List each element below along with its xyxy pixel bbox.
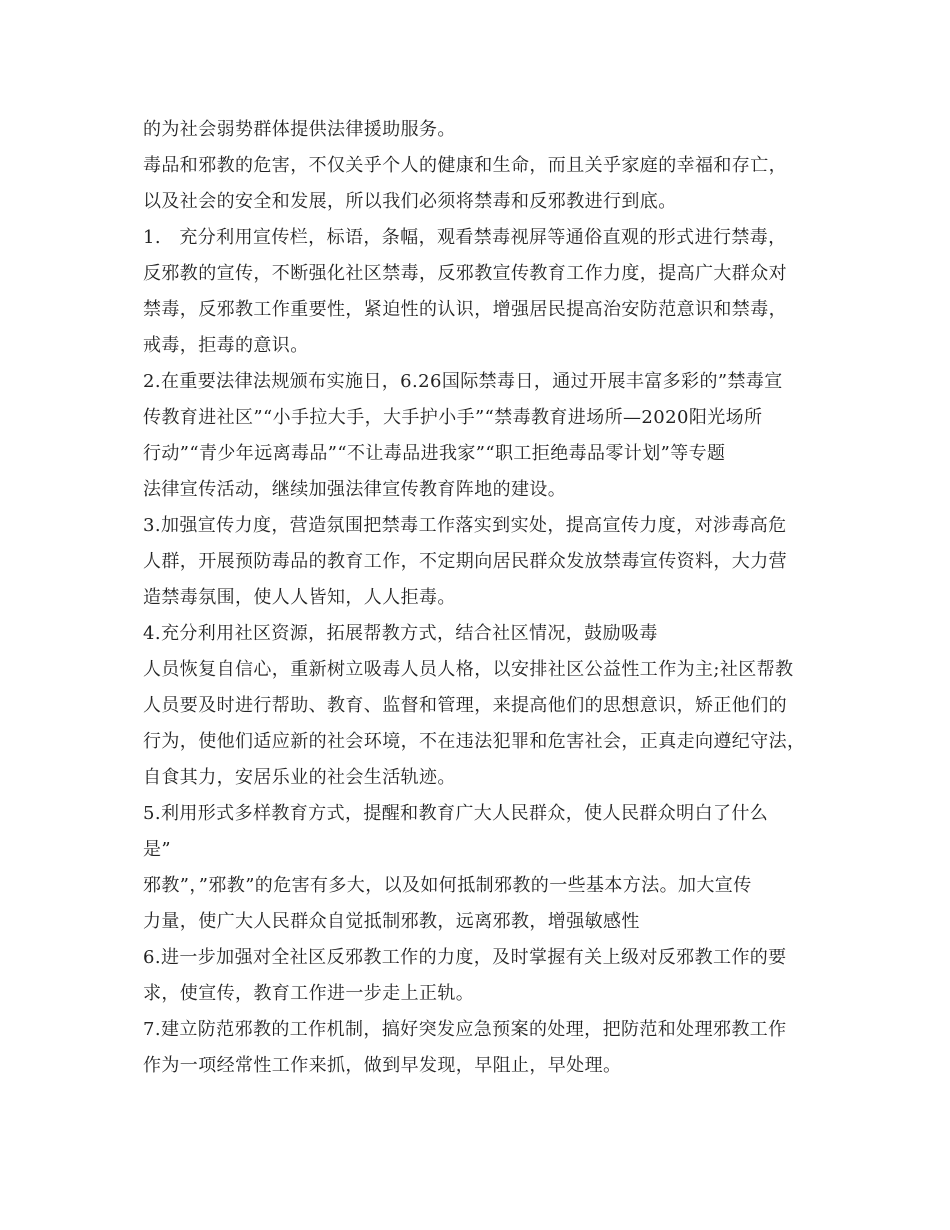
text-line: 自食其力，安居乐业的社会生活轨迹。 [143, 767, 456, 788]
text-line: 反邪教的宣传，不断强化社区禁毒，反邪教宣传教育工作力度，提高广大群众对 [143, 263, 787, 284]
text-line: 法律宣传活动，继续加强法律宣传教育阵地的建设。 [143, 479, 567, 500]
text-line: 1. 充分利用宣传栏，标语，条幅，观看禁毒视屏等通俗直观的形式进行禁毒， [143, 227, 787, 248]
text-line: 以及社会的安全和发展，所以我们必须将禁毒和反邪教进行到底。 [143, 191, 677, 212]
text-line: 7.建立防范邪教的工作机制，搞好突发应急预案的处理，把防范和处理邪教工作 [143, 1019, 787, 1040]
text-line: 3.加强宣传力度，营造氛围把禁毒工作落实到实处，提高宣传力度，对涉毒高危 [143, 515, 787, 536]
text-line: 毒品和邪教的危害，不仅关乎个人的健康和生命，而且关乎家庭的幸福和存亡， [143, 155, 787, 176]
text-line: 是” [143, 839, 172, 860]
text-line: 5.利用形式多样教育方式，提醒和教育广大人民群众，使人民群众明白了什么 [143, 803, 769, 824]
text-line: 戒毒，拒毒的意识。 [143, 335, 309, 356]
text-line: 行动”“青少年远离毒品”“不让毒品进我家”“职工拒绝毒品零计划”等专题 [143, 443, 726, 464]
text-line: 力量，使广大人民群众自觉抵制邪教，远离邪教，增强敏感性 [143, 911, 640, 932]
text-line: 造禁毒氛围，使人人皆知，人人拒毒。 [143, 587, 456, 608]
text-line: 人群，开展预防毒品的教育工作，不定期向居民群众发放禁毒宣传资料，大力营 [143, 551, 787, 572]
text-line: 禁毒，反邪教工作重要性，紧迫性的认识，增强居民提高治安防范意识和禁毒， [143, 299, 787, 320]
text-line: 求，使宣传，教育工作进一步走上正轨。 [143, 983, 475, 1004]
document-body [143, 112, 813, 1084]
text-line: 人员要及时进行帮助、教育、监督和管理，来提高他们的思想意识，矫正他们的 [143, 695, 787, 716]
text-line: 传教育进社区”“小手拉大手，大手护小手”“禁毒教育进场所—2020阳光场所 [143, 407, 763, 428]
text-line: 6.进一步加强对全社区反邪教工作的力度，及时掌握有关上级对反邪教工作的要 [143, 947, 787, 968]
text-line: 的为社会弱势群体提供法律援助服务。 [143, 119, 456, 140]
text-line: 行为，使他们适应新的社会环境，不在违法犯罪和危害社会，正真走向遵纪守法， [143, 731, 806, 752]
text-line: 4.充分利用社区资源，拓展帮教方式，结合社区情况，鼓励吸毒 [143, 623, 658, 644]
text-line: 邪教”，”邪教”的危害有多大，以及如何抵制邪教的一些基本方法。加大宣传 [143, 875, 752, 896]
text-line: 2.在重要法律法规颁布实施日，6.26国际禁毒日，通过开展丰富多彩的”禁毒宣 [143, 371, 783, 392]
text-line: 作为一项经常性工作来抓，做到早发现，早阻止，早处理。 [143, 1055, 622, 1076]
text-line: 人员恢复自信心，重新树立吸毒人员人格，以安排社区公益性工作为主;社区帮教 [143, 659, 794, 680]
